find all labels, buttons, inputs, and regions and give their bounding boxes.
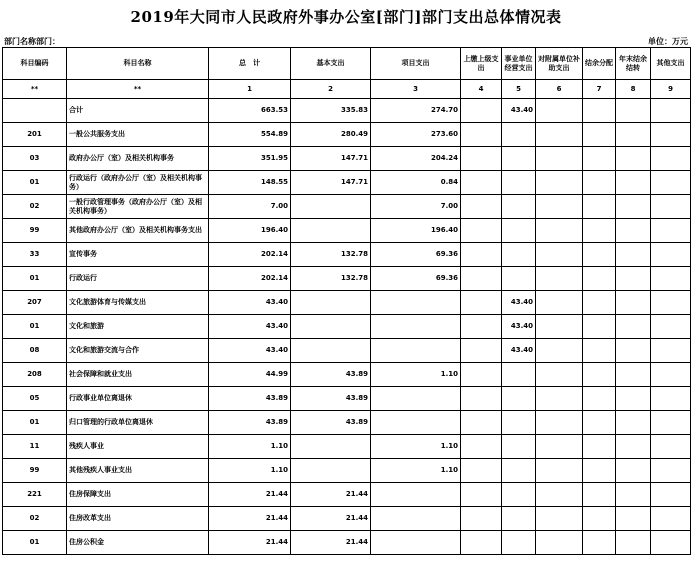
amount-cell: 21.44: [209, 531, 291, 555]
amount-cell: [502, 147, 536, 171]
table-row: [3, 267, 691, 291]
amount-cell: [583, 387, 616, 411]
subject-code-cell: 01: [3, 531, 67, 555]
amount-cell: [502, 171, 536, 195]
amount-cell: [583, 483, 616, 507]
table-row: [3, 195, 691, 219]
amount-cell: [616, 171, 651, 195]
subject-code-cell: 03: [3, 147, 67, 171]
subject-name-cell: 住房公积金: [67, 531, 209, 555]
subject-name-cell: 行政运行（政府办公厅（室）及相关机构事务）: [67, 171, 209, 195]
amount-cell: 21.44: [291, 507, 371, 531]
amount-cell: [461, 531, 502, 555]
amount-cell: [651, 243, 691, 267]
amount-cell: [651, 267, 691, 291]
amount-cell: 0.84: [371, 171, 461, 195]
amount-cell: [616, 315, 651, 339]
subject-name-cell: 宣传事务: [67, 243, 209, 267]
amount-cell: [616, 411, 651, 435]
amount-cell: [536, 291, 583, 315]
amount-cell: [461, 507, 502, 531]
amount-cell: 1.10: [371, 459, 461, 483]
amount-cell: [536, 123, 583, 147]
seq-cell: 8: [616, 80, 651, 99]
amount-cell: [461, 243, 502, 267]
amount-cell: [616, 267, 651, 291]
subject-name-cell: 残疾人事业: [67, 435, 209, 459]
table-row: [3, 315, 691, 339]
amount-cell: [616, 219, 651, 243]
amount-cell: [502, 483, 536, 507]
subject-name-cell: 文化旅游体育与传媒支出: [67, 291, 209, 315]
amount-cell: 204.24: [371, 147, 461, 171]
subject-name-cell: 文化和旅游: [67, 315, 209, 339]
table-row: [3, 363, 691, 387]
amount-cell: [616, 99, 651, 123]
amount-cell: [461, 459, 502, 483]
subject-code-cell: 01: [3, 315, 67, 339]
amount-cell: 274.70: [371, 99, 461, 123]
amount-cell: [461, 363, 502, 387]
amount-cell: [583, 267, 616, 291]
amount-cell: 43.40: [502, 315, 536, 339]
seq-cell: 2: [291, 80, 371, 99]
amount-cell: [371, 387, 461, 411]
col-header-business: 事业单位经营支出: [502, 48, 536, 80]
amount-cell: 21.44: [291, 483, 371, 507]
department-label: 部门名称部门：: [4, 37, 60, 46]
amount-cell: [536, 147, 583, 171]
amount-cell: [616, 195, 651, 219]
amount-cell: [583, 123, 616, 147]
amount-cell: [502, 243, 536, 267]
subject-code-cell: 11: [3, 435, 67, 459]
header-row: [3, 48, 691, 80]
table-row: [3, 339, 691, 363]
amount-cell: [583, 339, 616, 363]
amount-cell: 7.00: [371, 195, 461, 219]
amount-cell: [536, 219, 583, 243]
seq-cell: **: [67, 80, 209, 99]
amount-cell: [291, 435, 371, 459]
table-row: [3, 243, 691, 267]
amount-cell: [291, 339, 371, 363]
table-row: [3, 387, 691, 411]
amount-cell: [461, 291, 502, 315]
amount-cell: 43.89: [209, 387, 291, 411]
unit-label: 单位：万元: [648, 37, 688, 46]
amount-cell: [616, 531, 651, 555]
amount-cell: 43.89: [209, 411, 291, 435]
col-header-total: 总 计: [209, 48, 291, 80]
subject-name-cell: 合计: [67, 99, 209, 123]
amount-cell: [583, 219, 616, 243]
amount-cell: [502, 531, 536, 555]
amount-cell: [616, 243, 651, 267]
table-row: [3, 459, 691, 483]
amount-cell: [461, 171, 502, 195]
amount-cell: [536, 435, 583, 459]
amount-cell: 43.89: [291, 411, 371, 435]
amount-cell: [461, 267, 502, 291]
amount-cell: [371, 315, 461, 339]
amount-cell: [583, 99, 616, 123]
amount-cell: [616, 459, 651, 483]
amount-cell: [502, 363, 536, 387]
amount-cell: 132.78: [291, 243, 371, 267]
amount-cell: 554.89: [209, 123, 291, 147]
amount-cell: [583, 315, 616, 339]
amount-cell: [583, 195, 616, 219]
amount-cell: [291, 195, 371, 219]
amount-cell: [616, 363, 651, 387]
amount-cell: 202.14: [209, 243, 291, 267]
amount-cell: 43.40: [209, 339, 291, 363]
amount-cell: 43.40: [502, 339, 536, 363]
amount-cell: 43.40: [209, 315, 291, 339]
amount-cell: [536, 507, 583, 531]
amount-cell: [461, 435, 502, 459]
amount-cell: [536, 531, 583, 555]
amount-cell: [536, 483, 583, 507]
amount-cell: [291, 315, 371, 339]
subject-code-cell: 01: [3, 411, 67, 435]
amount-cell: [616, 435, 651, 459]
amount-cell: [651, 291, 691, 315]
amount-cell: [371, 339, 461, 363]
sequence-row: [3, 80, 691, 99]
amount-cell: [461, 123, 502, 147]
col-header-code: 科目编码: [3, 48, 67, 80]
amount-cell: [371, 531, 461, 555]
amount-cell: [583, 243, 616, 267]
amount-cell: 43.40: [502, 291, 536, 315]
amount-cell: [583, 459, 616, 483]
amount-cell: [502, 411, 536, 435]
col-header-basic: 基本支出: [291, 48, 371, 80]
amount-cell: [583, 363, 616, 387]
seq-cell: 3: [371, 80, 461, 99]
amount-cell: [651, 219, 691, 243]
subject-code-cell: 99: [3, 459, 67, 483]
amount-cell: [583, 531, 616, 555]
subject-code-cell: 08: [3, 339, 67, 363]
amount-cell: [461, 147, 502, 171]
col-header-project: 项目支出: [371, 48, 461, 80]
expenditure-table: [2, 47, 691, 555]
amount-cell: [651, 99, 691, 123]
col-header-upper: 上缴上级支出: [461, 48, 502, 80]
amount-cell: [371, 507, 461, 531]
subject-code-cell: 01: [3, 171, 67, 195]
table-row: [3, 291, 691, 315]
amount-cell: 43.40: [209, 291, 291, 315]
amount-cell: [651, 483, 691, 507]
subject-name-cell: 行政运行: [67, 267, 209, 291]
amount-cell: 7.00: [209, 195, 291, 219]
seq-cell: **: [3, 80, 67, 99]
amount-cell: [583, 435, 616, 459]
subject-code-cell: 01: [3, 267, 67, 291]
amount-cell: [583, 411, 616, 435]
subject-code-cell: [3, 99, 67, 123]
amount-cell: 44.99: [209, 363, 291, 387]
amount-cell: [536, 171, 583, 195]
amount-cell: 196.40: [371, 219, 461, 243]
amount-cell: [502, 219, 536, 243]
amount-cell: 1.10: [371, 435, 461, 459]
amount-cell: 202.14: [209, 267, 291, 291]
amount-cell: 1.10: [209, 435, 291, 459]
amount-cell: [651, 411, 691, 435]
amount-cell: 69.36: [371, 267, 461, 291]
amount-cell: [502, 267, 536, 291]
amount-cell: [536, 195, 583, 219]
amount-cell: [583, 291, 616, 315]
table-row: [3, 507, 691, 531]
subject-name-cell: 归口管理的行政单位离退休: [67, 411, 209, 435]
subject-name-cell: 一般公共服务支出: [67, 123, 209, 147]
amount-cell: [616, 507, 651, 531]
amount-cell: [461, 195, 502, 219]
subject-code-cell: 207: [3, 291, 67, 315]
amount-cell: 43.89: [291, 387, 371, 411]
subject-name-cell: 住房保障支出: [67, 483, 209, 507]
subject-name-cell: 其他残疾人事业支出: [67, 459, 209, 483]
seq-cell: 7: [583, 80, 616, 99]
table-row: [3, 411, 691, 435]
amount-cell: [651, 435, 691, 459]
table-row: [3, 147, 691, 171]
subject-code-cell: 02: [3, 507, 67, 531]
table-body: [3, 99, 691, 555]
subject-code-cell: 02: [3, 195, 67, 219]
subject-name-cell: 一般行政管理事务（政府办公厅（室）及相关机构事务）: [67, 195, 209, 219]
amount-cell: [583, 147, 616, 171]
subject-name-cell: 行政事业单位离退休: [67, 387, 209, 411]
amount-cell: 69.36: [371, 243, 461, 267]
amount-cell: 335.83: [291, 99, 371, 123]
subject-name-cell: 文化和旅游交流与合作: [67, 339, 209, 363]
table-row: [3, 99, 691, 123]
amount-cell: 273.60: [371, 123, 461, 147]
subject-code-cell: 05: [3, 387, 67, 411]
table-row: [3, 123, 691, 147]
amount-cell: [371, 291, 461, 315]
table-row: [3, 483, 691, 507]
table-row: [3, 219, 691, 243]
subject-name-cell: 政府办公厅（室）及相关机构事务: [67, 147, 209, 171]
amount-cell: [291, 459, 371, 483]
amount-cell: 351.95: [209, 147, 291, 171]
amount-cell: [583, 171, 616, 195]
amount-cell: [536, 315, 583, 339]
col-header-subsidy: 对附属单位补助支出: [536, 48, 583, 80]
table-row: [3, 435, 691, 459]
amount-cell: [371, 483, 461, 507]
amount-cell: [651, 363, 691, 387]
amount-cell: [536, 99, 583, 123]
subject-code-cell: 221: [3, 483, 67, 507]
amount-cell: [536, 243, 583, 267]
amount-cell: [651, 531, 691, 555]
amount-cell: [536, 387, 583, 411]
amount-cell: [651, 339, 691, 363]
amount-cell: [651, 315, 691, 339]
amount-cell: 663.53: [209, 99, 291, 123]
amount-cell: 43.40: [502, 99, 536, 123]
amount-cell: [536, 267, 583, 291]
subject-name-cell: 其他政府办公厅（室）及相关机构事务支出: [67, 219, 209, 243]
amount-cell: [502, 435, 536, 459]
amount-cell: [502, 459, 536, 483]
amount-cell: [616, 147, 651, 171]
subject-code-cell: 99: [3, 219, 67, 243]
amount-cell: [536, 411, 583, 435]
seq-cell: 6: [536, 80, 583, 99]
amount-cell: [461, 219, 502, 243]
amount-cell: 132.78: [291, 267, 371, 291]
table-row: [3, 531, 691, 555]
amount-cell: [461, 387, 502, 411]
seq-cell: 4: [461, 80, 502, 99]
subject-code-cell: 201: [3, 123, 67, 147]
col-header-carryover: 年末结余结转: [616, 48, 651, 80]
amount-cell: [536, 363, 583, 387]
amount-cell: [536, 339, 583, 363]
amount-cell: 21.44: [291, 531, 371, 555]
amount-cell: 280.49: [291, 123, 371, 147]
amount-cell: [616, 291, 651, 315]
seq-cell: 5: [502, 80, 536, 99]
amount-cell: [502, 195, 536, 219]
amount-cell: [616, 339, 651, 363]
subject-name-cell: 住房改革支出: [67, 507, 209, 531]
amount-cell: [651, 171, 691, 195]
col-header-other: 其他支出: [651, 48, 691, 80]
amount-cell: 1.10: [371, 363, 461, 387]
amount-cell: 1.10: [209, 459, 291, 483]
amount-cell: [291, 219, 371, 243]
amount-cell: [461, 411, 502, 435]
seq-cell: 9: [651, 80, 691, 99]
amount-cell: [536, 459, 583, 483]
amount-cell: [616, 123, 651, 147]
amount-cell: [651, 147, 691, 171]
amount-cell: [651, 123, 691, 147]
amount-cell: 21.44: [209, 507, 291, 531]
amount-cell: [502, 387, 536, 411]
amount-cell: [616, 387, 651, 411]
table-title: 2019年大同市人民政府外事办公室[部门]部门支出总体情况表: [130, 8, 562, 26]
amount-cell: [502, 507, 536, 531]
amount-cell: [461, 315, 502, 339]
seq-cell: 1: [209, 80, 291, 99]
amount-cell: 147.71: [291, 147, 371, 171]
amount-cell: [502, 123, 536, 147]
amount-cell: 147.71: [291, 171, 371, 195]
amount-cell: [651, 507, 691, 531]
col-header-surplus: 结余分配: [583, 48, 616, 80]
amount-cell: [461, 483, 502, 507]
amount-cell: [583, 507, 616, 531]
amount-cell: [651, 387, 691, 411]
amount-cell: [291, 291, 371, 315]
subject-code-cell: 208: [3, 363, 67, 387]
amount-cell: 43.89: [291, 363, 371, 387]
subject-code-cell: 33: [3, 243, 67, 267]
amount-cell: [651, 195, 691, 219]
amount-cell: [371, 411, 461, 435]
amount-cell: 21.44: [209, 483, 291, 507]
amount-cell: [461, 339, 502, 363]
col-header-name: 科目名称: [67, 48, 209, 80]
amount-cell: [651, 459, 691, 483]
table-row: [3, 171, 691, 195]
amount-cell: 196.40: [209, 219, 291, 243]
amount-cell: [461, 99, 502, 123]
subject-name-cell: 社会保障和就业支出: [67, 363, 209, 387]
amount-cell: [616, 483, 651, 507]
amount-cell: 148.55: [209, 171, 291, 195]
